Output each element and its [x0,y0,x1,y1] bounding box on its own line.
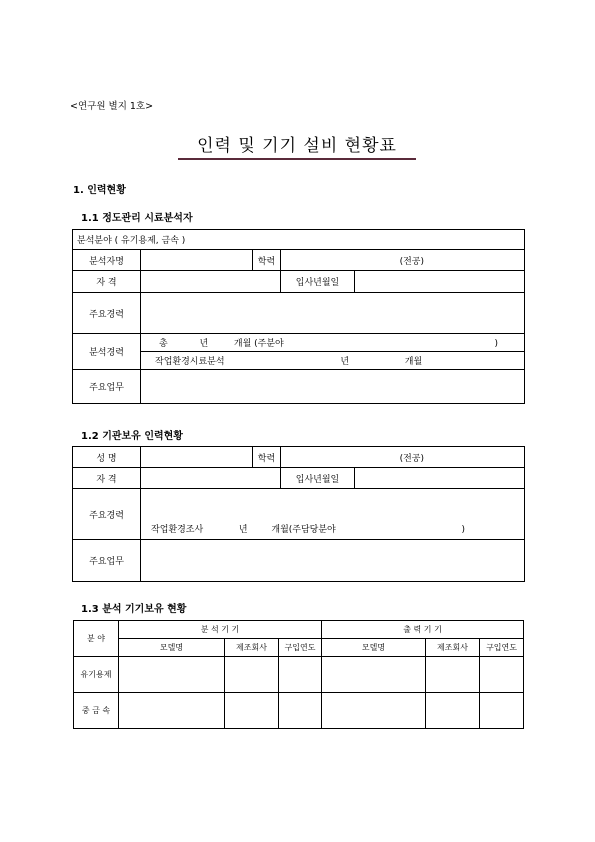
staff-duty-label: 주요업무 [73,540,141,582]
join-value[interactable] [355,271,525,293]
section-heading-1-3: 1.3 분석 기기보유 현황 [81,604,187,615]
analyst-table [72,229,525,404]
output-equipment-header: 출 력 기 기 [322,621,524,639]
staff-career-label: 주요경력 [73,489,141,540]
staff-career-close: ) [461,525,466,535]
col-maker-analysis: 제조회사 [225,639,279,657]
annex-label: <연구원 별지 1호> [70,101,154,112]
field-header: 분 야 [74,621,119,657]
staff-join-value[interactable] [355,468,525,489]
staff-table [72,446,525,582]
career2-month: 개월 [404,357,423,367]
cell[interactable] [480,657,524,693]
analysis-career-line2 [141,352,525,370]
cell[interactable] [426,693,480,729]
name-value[interactable] [141,250,253,271]
qual-label: 자 격 [73,271,141,293]
major-label: (전공) [281,250,525,271]
duty-label: 주요업무 [73,370,141,404]
staff-career-value[interactable] [141,489,525,540]
staff-career-survey: 작업환경조사 [151,525,204,535]
col-model-analysis: 모델명 [119,639,225,657]
staff-duty-value[interactable] [141,540,525,582]
career2-year: 년 [340,357,350,367]
cell[interactable] [322,693,426,729]
degree-label [253,250,281,271]
analysis-career-label: 분석경력 [73,334,141,370]
career1-year: 년 [199,339,209,349]
qual-value[interactable] [141,271,281,293]
title-underline [178,158,416,160]
col-model-output: 모델명 [322,639,426,657]
cell[interactable] [119,693,225,729]
section-heading-1-1: 1.1 정도관리 시료분석자 [81,213,193,224]
career2-sample: 작업환경시료분석 [155,357,225,367]
staff-career-year: 년 [238,525,248,535]
career-label: 주요경력 [73,293,141,334]
staff-join-label: 입사년월일 [281,468,355,489]
col-maker-output: 제조회사 [426,639,480,657]
section-heading-1: 1. 인력현황 [73,185,126,196]
field-row: 분석분야 ( 유기용제, 금속 ) [73,230,525,250]
row-heavy-metal: 중 금 속 [74,693,119,729]
section-heading-1-2: 1.2 기관보유 인력현황 [81,431,183,442]
cell[interactable] [279,693,322,729]
page-title-wrap [178,131,416,156]
cell[interactable] [119,657,225,693]
cell[interactable] [322,657,426,693]
career-value[interactable] [141,293,525,334]
name-label: 분석자명 [73,250,141,271]
staff-career-month: 개월(주담당분야 [271,525,336,535]
career1-total: 총 [159,339,168,349]
career1-close: ) [494,339,499,349]
col-year-output: 구입연도 [480,639,524,657]
analysis-equipment-header: 분 석 기 기 [119,621,322,639]
staff-qual-label: 자 격 [73,468,141,489]
duty-value[interactable] [141,370,525,404]
career1-month: 개월 (주분야 [233,339,284,349]
degree-label-text: 학력 [257,256,276,267]
col-year-analysis: 구입연도 [279,639,322,657]
cell[interactable] [225,657,279,693]
cell[interactable] [426,657,480,693]
cell[interactable] [480,693,524,729]
analysis-career-line1 [141,334,525,352]
cell[interactable] [225,693,279,729]
staff-qual-value[interactable] [141,468,281,489]
staff-name-label: 성 명 [73,447,141,468]
page-title: 인력 및 기기 설비 현황표 [197,136,397,156]
row-organic-solvent: 유기용제 [74,657,119,693]
equipment-table [73,620,524,729]
staff-major-label: (전공) [281,447,525,468]
cell[interactable] [279,657,322,693]
join-label: 입사년월일 [281,271,355,293]
staff-name-value[interactable] [141,447,253,468]
staff-degree-label: 학력 [253,447,281,468]
